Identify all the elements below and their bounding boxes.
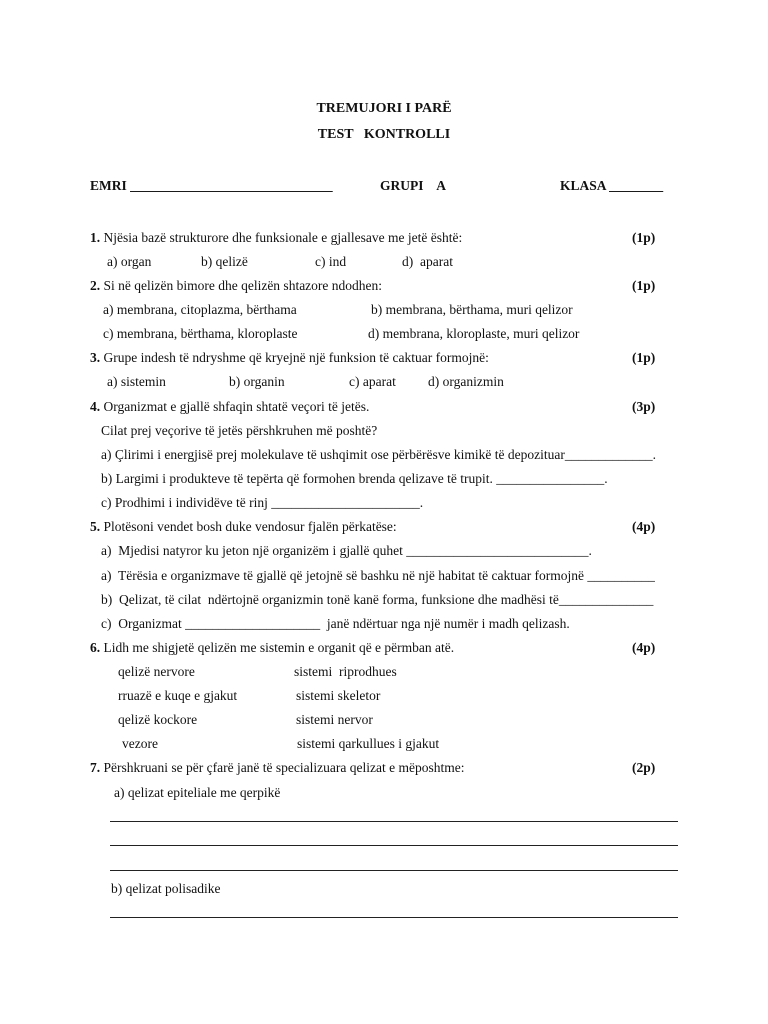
question-6-text: Lidh me shigjetë qelizën me sistemin e organit që e përmban atë. xyxy=(103,640,455,655)
q6-system-4[interactable]: sistemi qarkullues i gjakut xyxy=(297,736,440,751)
question-4-points: (3p) xyxy=(632,399,656,414)
q5-item-2[interactable]: a) Tërësia e organizmave të gjallë që jetojnë së bashku në një habitat të caktuar formojnë __________ xyxy=(101,568,655,583)
question-3-text: Grupe indesh të ndryshme që kryejnë një funksion të caktuar formojnë: xyxy=(103,350,489,365)
q6-system-1[interactable]: sistemi riprodhues xyxy=(294,664,397,679)
question-3-points: (1p) xyxy=(632,350,656,365)
q7-item-b: b) qelizat polisadike xyxy=(111,881,221,896)
question-2-points: (1p) xyxy=(632,278,656,293)
question-4 xyxy=(90,399,369,415)
question-4-number: 4. xyxy=(90,399,101,414)
question-2-number: 2. xyxy=(90,278,101,293)
q3-option-b[interactable]: b) organin xyxy=(229,374,285,389)
q5-item-3[interactable]: b) Qelizat, të cilat ndërtojnë organizmin tonë kanë forma, funksione dhe madhësi të______________ xyxy=(101,592,654,607)
q1-option-c[interactable]: c) ind xyxy=(315,254,347,269)
q6-system-2[interactable]: sistemi skeletor xyxy=(296,688,381,703)
question-2-text: Si në qelizën bimore dhe qelizën shtazore ndodhen: xyxy=(103,278,383,293)
question-5 xyxy=(90,519,397,535)
title-term: TREMUJORI I PARË xyxy=(316,101,452,116)
answer-line[interactable] xyxy=(110,821,678,822)
q5-item-1[interactable]: a) Mjedisi natyror ku jeton një organizëm i gjallë quhet ___________________________. xyxy=(101,543,592,558)
question-7-number: 7. xyxy=(90,760,101,775)
question-3 xyxy=(90,350,489,366)
answer-line[interactable] xyxy=(110,917,678,918)
q2-option-c[interactable]: c) membrana, bërthama, kloroplaste xyxy=(103,326,298,341)
question-1-points: (1p) xyxy=(632,230,656,245)
question-7-points: (2p) xyxy=(632,760,656,775)
q4-item-c[interactable]: c) Prodhimi i individëve të rinj ______________________. xyxy=(101,495,424,510)
q3-option-a[interactable]: a) sistemin xyxy=(107,374,166,389)
question-1-text: Njësia bazë strukturore dhe funksionale e gjallesave me jetë është: xyxy=(103,230,463,245)
question-5-points: (4p) xyxy=(632,519,656,534)
q7-item-a: a) qelizat epiteliale me qerpikë xyxy=(114,785,281,800)
q1-option-b[interactable]: b) qelizë xyxy=(201,254,248,269)
question-5-number: 5. xyxy=(90,519,101,534)
class-field[interactable]: KLASA ________ xyxy=(560,178,664,193)
answer-line[interactable] xyxy=(110,845,678,846)
question-4-subtext: Cilat prej veçorive të jetës përshkruhen më poshtë? xyxy=(101,423,378,438)
q3-option-c[interactable]: c) aparat xyxy=(349,374,396,389)
q1-option-a[interactable]: a) organ xyxy=(107,254,152,269)
question-4-text: Organizmat e gjallë shfaqin shtatë veçori të jetës. xyxy=(103,399,370,414)
q2-option-a[interactable]: a) membrana, citoplazma, bërthama xyxy=(103,302,297,317)
q6-cell-2[interactable]: rruazë e kuqe e gjakut xyxy=(118,688,238,703)
question-6-points: (4p) xyxy=(632,640,656,655)
q4-item-b[interactable]: b) Largimi i produkteve të tepërta që formohen brenda qelizave të trupit. ________________. xyxy=(101,471,608,486)
q6-cell-4[interactable]: vezore xyxy=(122,736,158,751)
question-3-number: 3. xyxy=(90,350,101,365)
q6-cell-1[interactable]: qelizë nervore xyxy=(118,664,195,679)
question-7-text: Përshkruani se për çfarë janë të specializuara qelizat e mëposhtme: xyxy=(103,760,465,775)
q1-option-d[interactable]: d) aparat xyxy=(402,254,453,269)
q3-option-d[interactable]: d) organizmin xyxy=(428,374,504,389)
title-test: TEST KONTROLLI xyxy=(317,127,451,142)
q6-cell-3[interactable]: qelizë kockore xyxy=(118,712,198,727)
q5-item-4[interactable]: c) Organizmat ____________________ janë ndërtuar nga një numër i madh qelizash. xyxy=(101,616,570,631)
question-6-number: 6. xyxy=(90,640,101,655)
group-label: GRUPI A xyxy=(380,178,447,193)
q6-system-3[interactable]: sistemi nervor xyxy=(296,712,373,727)
question-1-number: 1. xyxy=(90,230,101,245)
q2-option-d[interactable]: d) membrana, kloroplaste, muri qelizor xyxy=(368,326,580,341)
question-2 xyxy=(90,278,382,294)
question-7 xyxy=(90,760,464,776)
answer-line[interactable] xyxy=(110,870,678,871)
name-field[interactable]: EMRI ______________________________ xyxy=(90,178,333,193)
question-6 xyxy=(90,640,454,656)
question-5-text: Plotësoni vendet bosh duke vendosur fjalën përkatëse: xyxy=(103,519,397,534)
q2-option-b[interactable]: b) membrana, bërthama, muri qelizor xyxy=(371,302,573,317)
question-1 xyxy=(90,230,462,246)
q4-item-a[interactable]: a) Çlirimi i energjisë prej molekulave të ushqimit ose përbërësve kimikë të depozituar_____________. xyxy=(101,447,656,462)
